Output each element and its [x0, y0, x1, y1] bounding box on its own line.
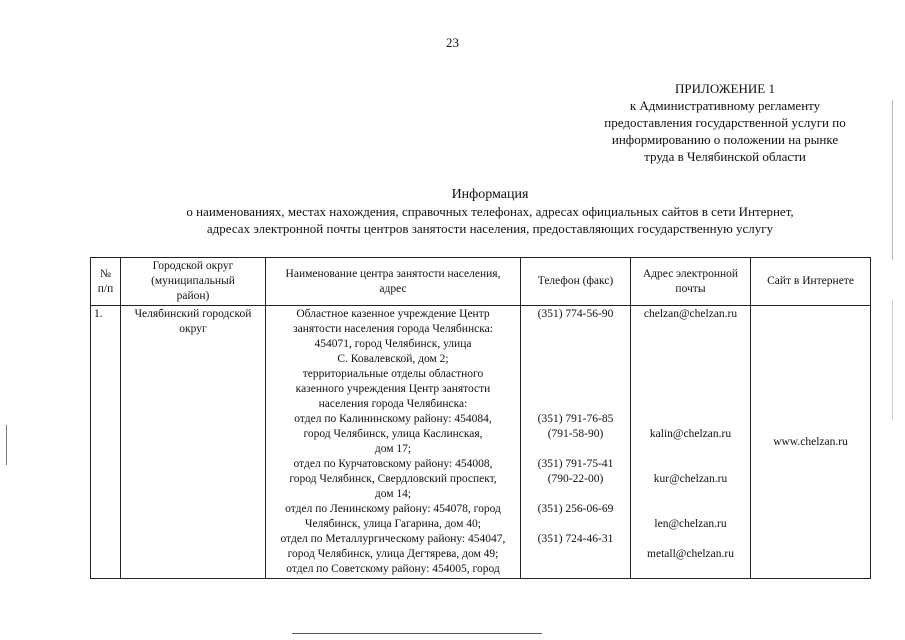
name-line: Областное казенное учреждение Центр — [296, 308, 490, 320]
email-line — [634, 352, 747, 367]
appendix-line: информированию о положении на рынке — [611, 132, 839, 147]
email-line — [634, 322, 747, 337]
name-line: территориальные отделы областного — [302, 368, 484, 380]
header-line: (муниципальный — [151, 275, 235, 287]
phone-line — [524, 367, 627, 382]
scan-artifact — [892, 100, 893, 260]
email-line — [634, 412, 747, 427]
email-line: kur@chelzan.ru — [653, 473, 728, 485]
cell-site: www.chelzan.ru — [751, 306, 871, 579]
employment-centers-table — [90, 257, 871, 579]
header-line: № — [100, 267, 111, 280]
name-line: 454071, город Челябинск, улица — [314, 338, 472, 350]
phone-line: (351) 774-56-90 — [537, 308, 614, 320]
email-line — [634, 337, 747, 352]
phone-line — [524, 547, 627, 562]
name-line: Челябинск, улица Гагарина, дом 40; — [305, 518, 481, 530]
phone-line: (351) 791-76-85 — [537, 413, 614, 425]
name-line: дом 14; — [374, 488, 412, 500]
email-line — [634, 532, 747, 547]
email-line: chelzan@chelzan.ru — [643, 308, 738, 320]
phone-line — [524, 322, 627, 337]
bottom-rule — [292, 633, 542, 634]
header-line: Телефон (факс) — [537, 275, 614, 287]
phone-line: (351) 724-46-31 — [537, 533, 614, 545]
scan-artifact — [892, 300, 893, 420]
email-line — [634, 502, 747, 517]
scan-artifact — [6, 425, 7, 465]
name-line: населения города Челябинска: — [318, 398, 468, 410]
header-line: Сайт в Интернете — [767, 275, 854, 287]
cell-phone — [521, 306, 631, 579]
header-line: п/п — [97, 282, 114, 295]
email-line: kalin@chelzan.ru — [649, 428, 732, 440]
table-header-row — [91, 258, 871, 306]
appendix-line: к Административному регламенту — [629, 98, 821, 113]
email-line: len@chelzan.ru — [654, 518, 727, 530]
email-line — [634, 382, 747, 397]
email-line — [634, 457, 747, 472]
email-line — [634, 397, 747, 412]
page-number: 23 — [446, 35, 459, 50]
header-line: район) — [176, 290, 210, 302]
header-phone — [521, 258, 631, 306]
appendix-line: ПРИЛОЖЕНИЕ 1 — [675, 81, 775, 96]
phone-line — [524, 337, 627, 352]
appendix-line: предоставления государственной услуги по — [604, 115, 846, 130]
name-line: отдел по Металлургическому району: 454047, — [280, 533, 506, 545]
title-main: Информация — [451, 187, 529, 202]
name-line: казенного учреждения Центр занятости — [295, 383, 491, 395]
phone-line: (351) 256-06-69 — [537, 503, 614, 515]
appendix-block — [560, 80, 890, 165]
header-line: Наименование центра занятости населения, — [285, 267, 501, 280]
cell-email — [631, 306, 751, 579]
phone-line: (351) 791-75-41 — [537, 458, 614, 470]
district-line: Челябинский городской — [134, 308, 252, 320]
table-row — [91, 306, 871, 579]
email-line — [634, 442, 747, 457]
phone-line: (790-22-00) — [547, 473, 604, 485]
name-line: город Челябинск, улица Каслинская, — [303, 428, 483, 440]
email-line — [634, 562, 747, 577]
header-site — [751, 258, 871, 306]
header-num — [91, 258, 121, 306]
header-line: Адрес электронной — [642, 267, 739, 280]
email-line: metall@chelzan.ru — [647, 548, 734, 560]
email-line — [634, 487, 747, 502]
title-line: о наименованиях, местах нахождения, справочных телефонах, адресах официальных сайтов в сети Интернет, — [186, 204, 794, 219]
phone-line — [524, 352, 627, 367]
phone-line — [524, 517, 627, 532]
name-line: отдел по Советскому району: 454005, город — [286, 563, 500, 575]
name-line: город Челябинск, Свердловский проспект, — [289, 473, 497, 485]
appendix-line: труда в Челябинской области — [644, 149, 806, 164]
phone-line — [524, 562, 627, 577]
header-line: почты — [675, 282, 706, 295]
name-line: отдел по Курчатовскому району: 454008, — [293, 458, 493, 470]
name-line: город Челябинск, улица Дегтярева, дом 49; — [287, 548, 499, 560]
district-line: округ — [179, 323, 207, 335]
email-line — [634, 367, 747, 382]
name-line: дом 17; — [374, 443, 412, 455]
phone-line — [524, 487, 627, 502]
header-name — [266, 258, 521, 306]
header-line: адрес — [379, 282, 407, 295]
document-title — [0, 186, 905, 237]
cell-name — [266, 306, 521, 579]
title-line: адресах электронной почты центров занятости населения, предоставляющих государственную услугу — [206, 221, 774, 236]
cell-num: 1. — [91, 306, 121, 579]
cell-district — [121, 306, 266, 579]
header-email — [631, 258, 751, 306]
name-line: отдел по Ленинскому району: 454078, город — [285, 503, 501, 515]
name-line: занятости населения города Челябинска: — [293, 323, 493, 335]
phone-line — [524, 382, 627, 397]
phone-line — [524, 442, 627, 457]
name-line: отдел по Калининскому району: 454084, — [294, 413, 492, 425]
header-line: Городской округ — [152, 260, 234, 272]
phone-line: (791-58-90) — [547, 428, 604, 440]
header-district — [121, 258, 266, 306]
phone-line — [524, 397, 627, 412]
name-line: С. Ковалевской, дом 2; — [337, 353, 449, 365]
